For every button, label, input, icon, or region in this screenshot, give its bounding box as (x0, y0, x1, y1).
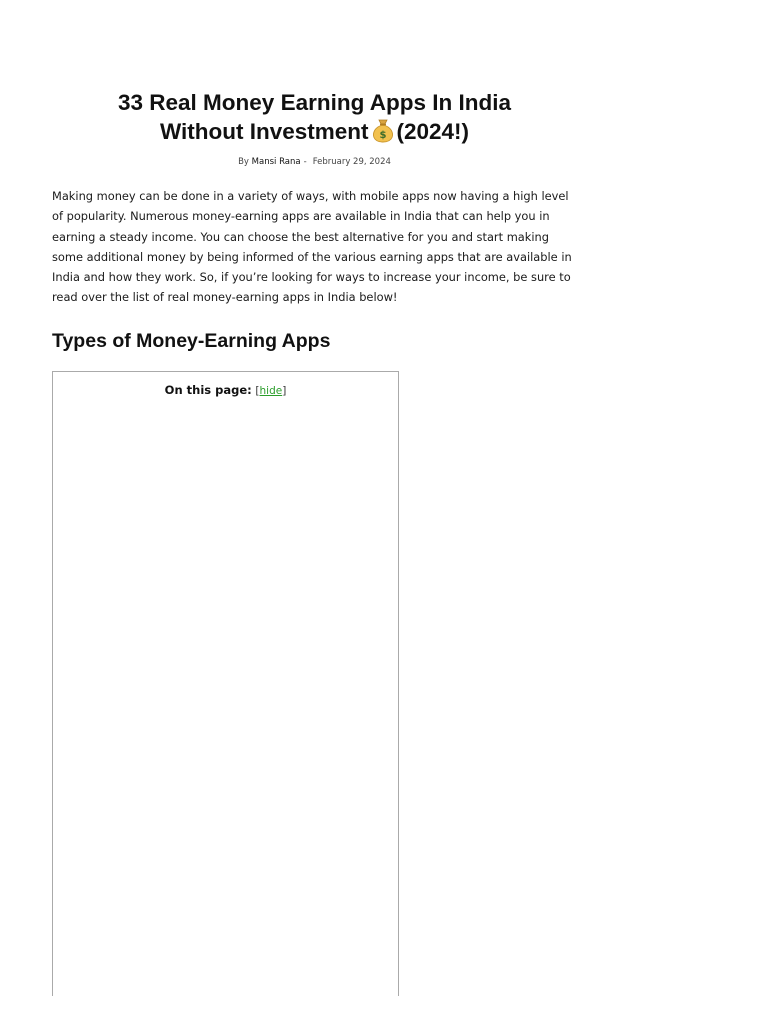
svg-text:$: $ (379, 130, 386, 141)
money-bag-icon (369, 116, 397, 144)
toc-hide-link[interactable]: hide (259, 385, 283, 397)
title-line-1: 33 Real Money Earning Apps In India (118, 90, 511, 115)
author-link[interactable]: Mansi Rana (251, 157, 301, 167)
title-line-2: Without Investment (159, 119, 369, 144)
toc-bracket-close: ] (282, 385, 287, 397)
byline (52, 157, 577, 167)
toc-header (53, 383, 398, 397)
toc-bracket-open: [ (255, 385, 260, 397)
byline-by-label: By (238, 157, 249, 167)
byline-separator: - (303, 157, 307, 167)
toc-title: On this page: (164, 383, 252, 397)
article-title (52, 90, 577, 145)
intro-paragraph: Making money can be done in a variety of ways, with mobile apps now having a high level of popularity. Numerous money-earning apps are available in India that can help you in earning a steady income. You can choose the best alternative for you and start making some additional money by being informed of the various earning apps that are available in India and how they work. So, if you’re looking for ways to increase your income, be sure to read over the list of real money-earning apps in India below! (52, 189, 572, 305)
publish-date: February 29, 2024 (312, 157, 391, 167)
table-of-contents (52, 371, 399, 996)
section-heading: Types of Money-Earning Apps (52, 330, 331, 352)
title-suffix: (2024!) (396, 119, 470, 144)
